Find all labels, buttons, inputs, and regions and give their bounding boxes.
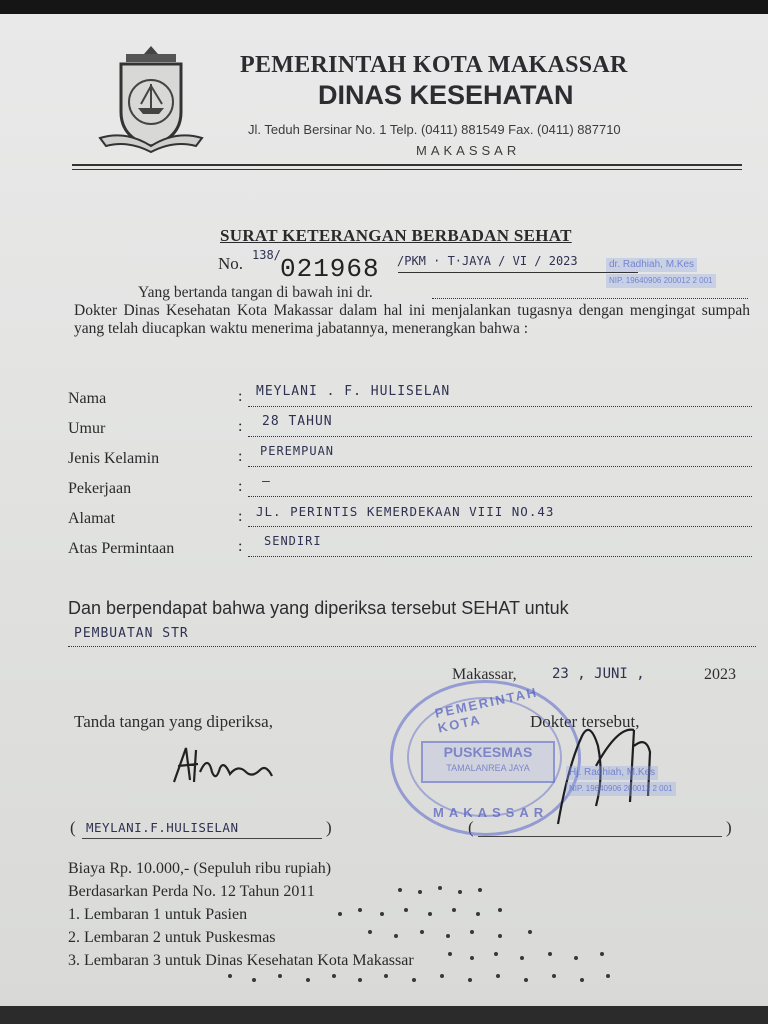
field-line [248, 436, 752, 437]
field-label-jenis-kelamin: Jenis Kelamin [68, 450, 160, 467]
embossed-dot-pattern [210, 880, 630, 990]
examined-name-line [82, 838, 322, 839]
examined-name: MEYLANI.F.HULISELAN [86, 820, 239, 835]
letterhead-rule-thin [72, 169, 742, 170]
stamp-center-box [421, 741, 555, 783]
field-value-pekerjaan: – [262, 474, 271, 489]
field-line [248, 556, 752, 557]
stamp-top-text: PEMERINTAH KOTA [433, 684, 540, 736]
doctor-name-stamp-bottom: Hj. Radhiah, M.Kes [566, 766, 658, 780]
field-colon: : [238, 448, 243, 465]
field-label-pekerjaan: Pekerjaan [68, 480, 132, 497]
date-handwritten: 23 , JUNI , [552, 666, 645, 682]
field-line [248, 526, 752, 527]
document-number: 021968 [280, 254, 380, 284]
doctor-nip-stamp-top: NIP. 19640906 200012 2 001 [606, 274, 716, 288]
number-underline [398, 272, 638, 273]
examined-signature-label: Tanda tangan yang diperiksa, [74, 712, 273, 731]
purpose-dotline [68, 646, 756, 647]
field-value-jenis-kelamin: PEREMPUAN [260, 444, 335, 458]
field-colon: : [238, 418, 243, 435]
open-paren-examined: ( [70, 818, 76, 837]
close-paren-doctor: ) [726, 818, 732, 837]
agency-address: Jl. Teduh Bersinar No. 1 Telp. (0411) 881549 Fax. (0411) 887710 [248, 122, 621, 137]
photo-top-edge [0, 0, 768, 14]
field-label-atas-permintaan: Atas Permintaan [68, 540, 175, 557]
field-value-atas-permintaan: SENDIRI [264, 534, 322, 548]
field-line [248, 406, 752, 407]
field-colon: : [238, 538, 243, 555]
copy-note-3: 3. Lembaran 3 untuk Dinas Kesehatan Kota Makassar [68, 952, 414, 969]
field-label-nama: Nama [68, 390, 107, 407]
number-prefix: 138/ [252, 248, 281, 262]
field-colon: : [238, 388, 243, 405]
letterhead-rule [72, 164, 742, 166]
health-opinion: Dan berpendapat bahwa yang diperiksa tersebut SEHAT untuk [68, 598, 569, 618]
agency-heading: DINAS KESEHATAN [318, 80, 574, 110]
field-value-nama: MEYLANI . F. HULISELAN [256, 384, 451, 399]
field-value-alamat: JL. PERINTIS KEMERDEKAAN VIII NO.43 [256, 504, 555, 519]
field-colon: : [238, 508, 243, 525]
doctor-signature-label: Dokter tersebut, [530, 712, 640, 731]
intro-paragraph: Dokter Dinas Kesehatan Kota Makassar dalam hal ini menjalankan tugasnya dengan mengingat sumpah yang telah diucapkan waktu menerima jabatannya, menerangkan bahwa : [74, 302, 750, 337]
doctor-nip-stamp-bottom: NIP. 19640906 200012 2 001 [566, 782, 676, 796]
close-paren-examined: ) [326, 818, 332, 837]
field-line [248, 466, 752, 467]
government-heading: PEMERINTAH KOTA MAKASSAR [240, 52, 628, 78]
copy-note-1: 1. Lembaran 1 untuk Pasien [68, 906, 248, 923]
photo-bottom-edge [0, 1006, 768, 1024]
agency-city: MAKASSAR [416, 143, 521, 158]
doctor-name-dotline [432, 298, 748, 299]
field-line [248, 496, 752, 497]
number-label: No. [218, 254, 244, 273]
number-suffix: /PKM · T·JAYA / VI / 2023 [397, 254, 578, 268]
stamp-box-line1: PUSKESMAS [443, 744, 533, 760]
stamp-box-line2: TAMALANREA JAYA [446, 763, 530, 773]
field-label-umur: Umur [68, 420, 106, 437]
signer-line: Yang bertanda tangan di bawah ini dr. [138, 284, 373, 301]
field-label-alamat: Alamat [68, 510, 116, 527]
purpose-value: PEMBUATAN STR [74, 626, 189, 641]
place-label: Makassar, [452, 666, 517, 683]
city-crest-icon [96, 42, 206, 154]
open-paren-doctor: ( [468, 818, 474, 837]
doctor-name-line [478, 836, 722, 837]
regulation-note: Berdasarkan Perda No. 12 Tahun 2011 [68, 883, 315, 900]
doctor-name-stamp-top: dr. Radhiah, M.Kes [606, 258, 697, 272]
field-colon: : [238, 478, 243, 495]
fee-note: Biaya Rp. 10.000,- (Sepuluh ribu rupiah) [68, 860, 332, 877]
document-title: SURAT KETERANGAN BERBADAN SEHAT [220, 226, 572, 245]
examined-signature-icon [168, 742, 288, 792]
field-value-umur: 28 TAHUN [262, 414, 333, 429]
copy-note-2: 2. Lembaran 2 untuk Puskesmas [68, 929, 276, 946]
date-year: 2023 [704, 666, 736, 683]
stamp-bottom-text: MAKASSAR [433, 805, 549, 820]
